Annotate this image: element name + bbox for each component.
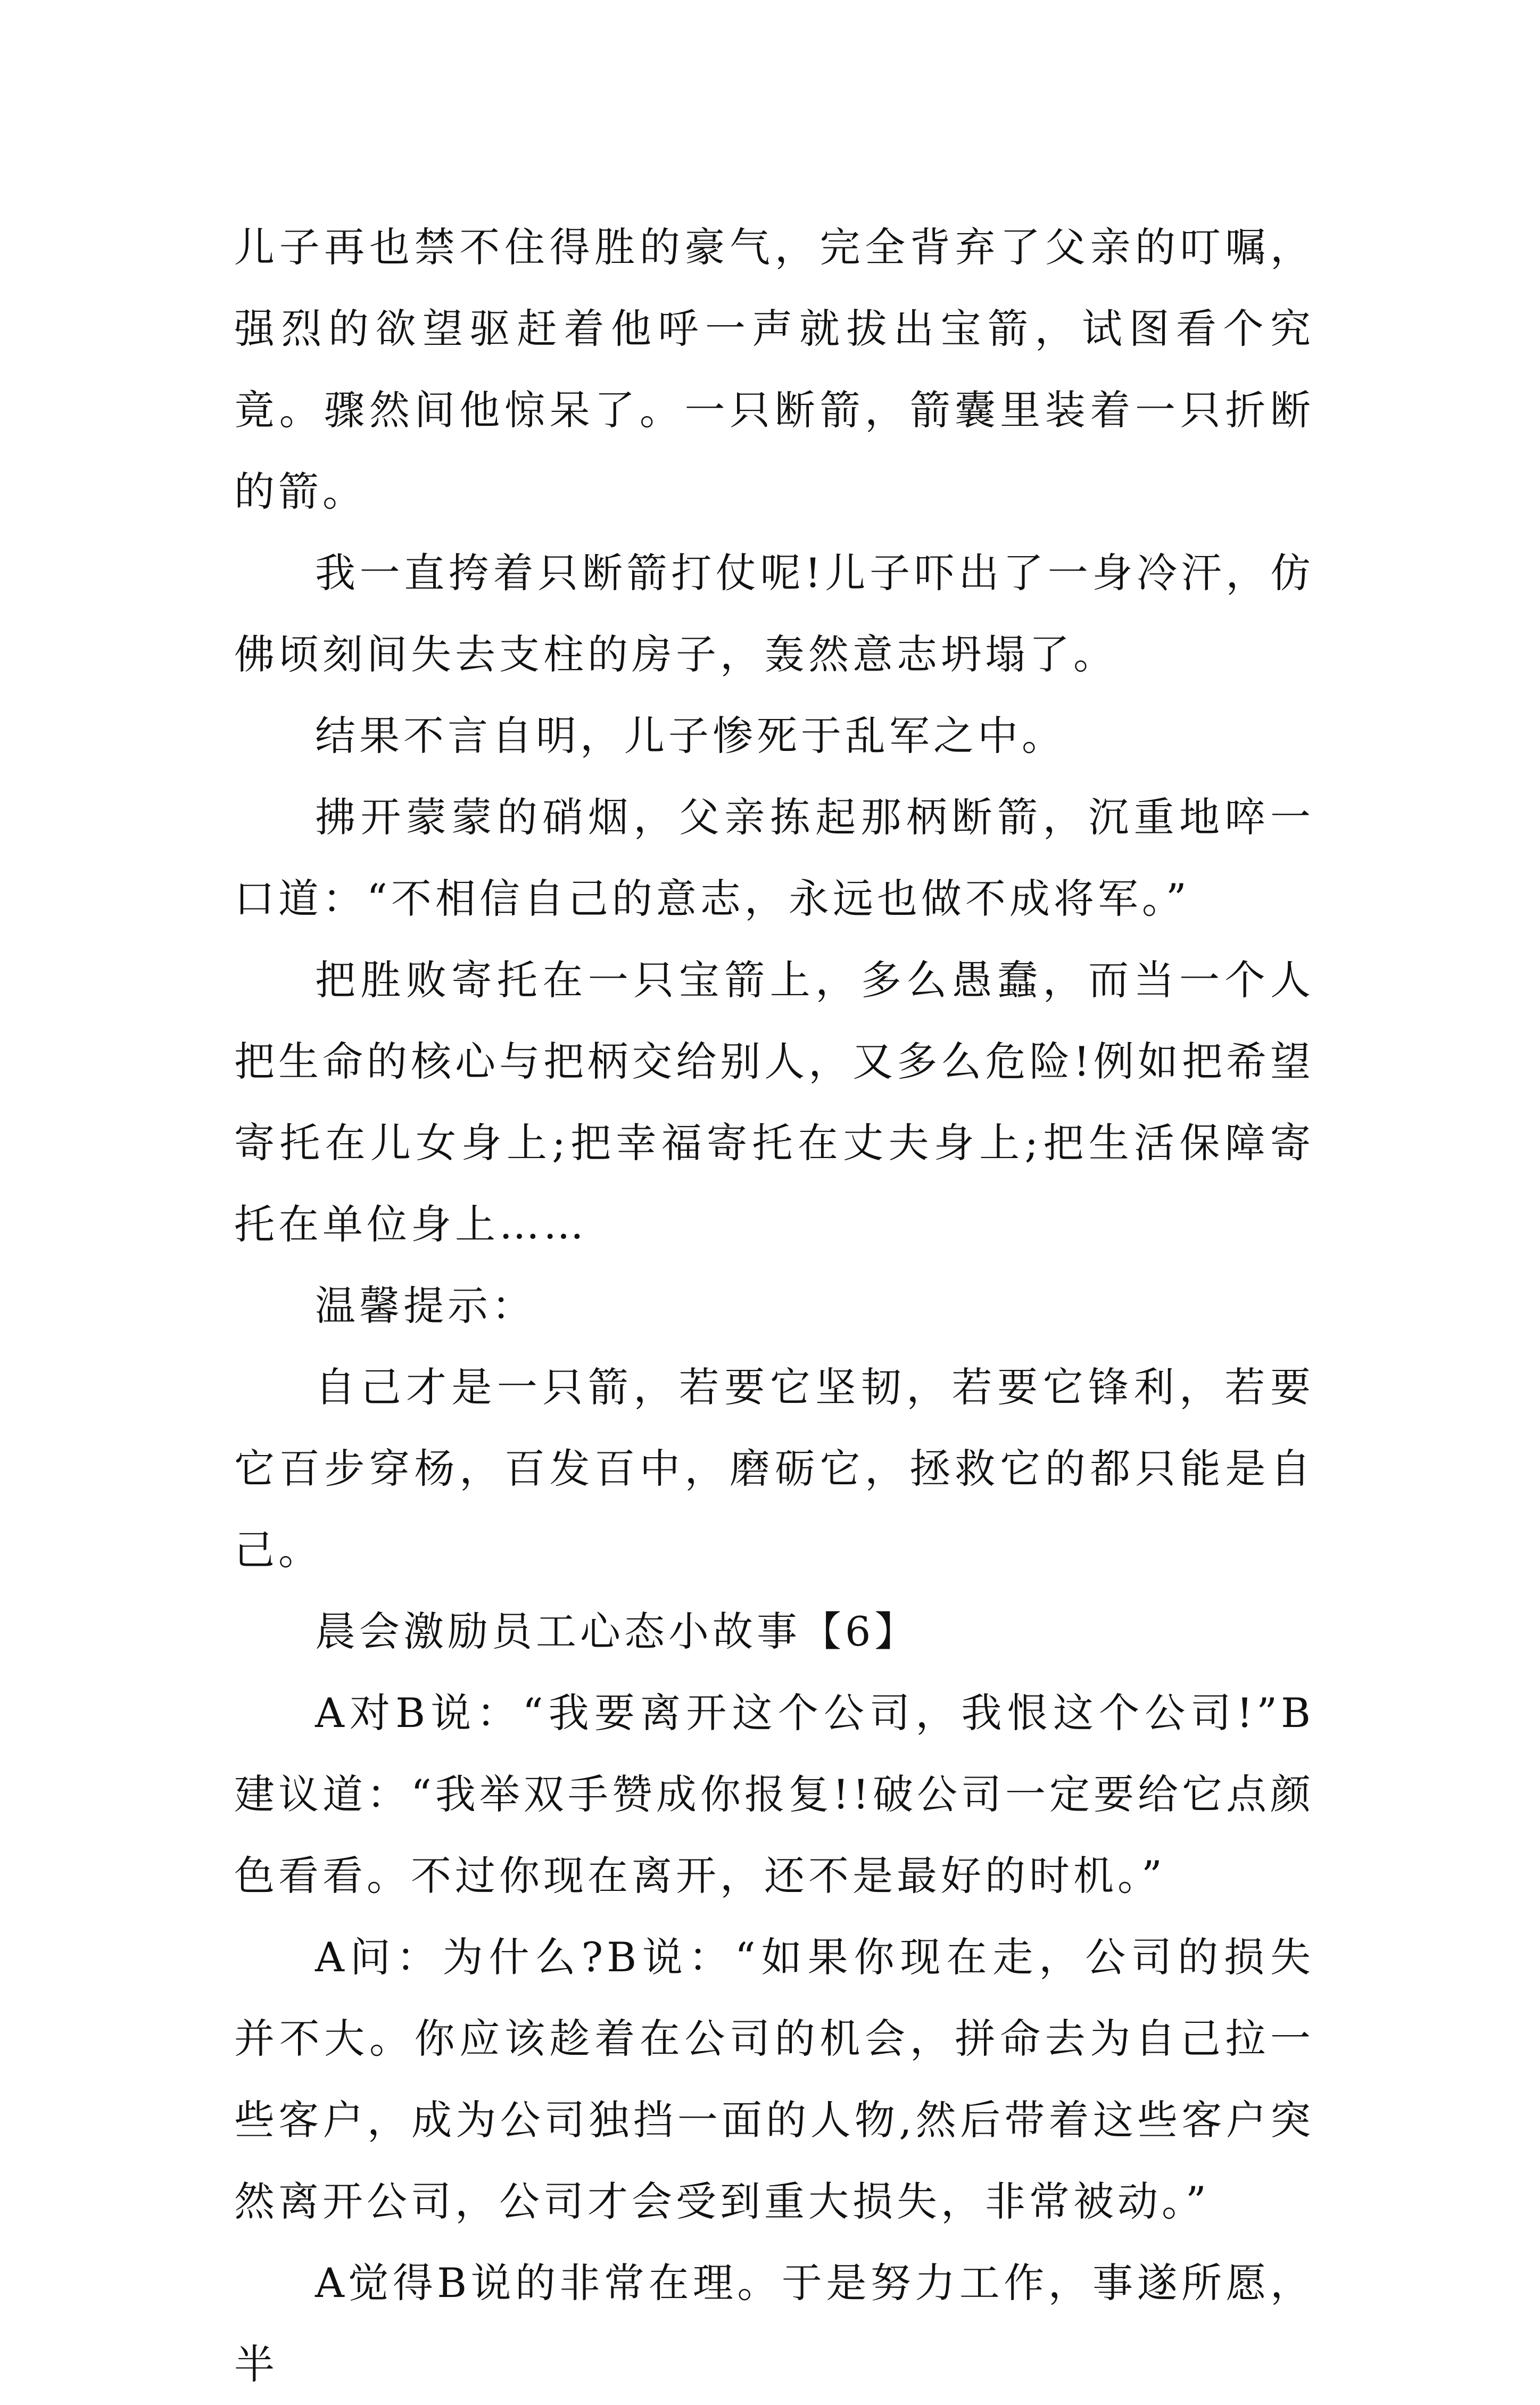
paragraph-3: 结果不言自明，儿子惨死于乱军之中。 [315, 712, 1066, 759]
paragraph-11: A觉得B说的非常在理。于是努力工作，事遂所愿，半 [234, 2259, 1314, 2388]
paragraph-6: 温馨提示： [315, 1282, 536, 1329]
paragraph-10: A问：为什么?B说：“如果你现在走，公司的损失并不大。你应该趁着在公司的机会，拼命去为自己拉一些客户，成为公司独挡一面的人物,然后带着这些客户突然离开公司，公司才会受到重大损失，非常被动。” [234, 1933, 1314, 2225]
section-heading: 晨会激励员工心态小故事【6】 [315, 1608, 919, 1655]
paragraph-9: A对B说：“我要离开这个公司，我恨这个公司!”B建议道：“我举双手赞成你报复!!破公司一定要给它点颜色看看。不过你现在离开，还不是最好的时机。” [234, 1689, 1314, 1899]
paragraph-4: 拂开蒙蒙的硝烟，父亲拣起那柄断箭，沉重地啐一口道：“不相信自己的意志，永远也做不成将军。” [234, 794, 1314, 922]
document-body [234, 206, 1314, 2405]
paragraph-7: 自己才是一只箭，若要它坚韧，若要它锋利，若要它百步穿杨，百发百中，磨砺它，拯救它的都只能是自己。 [234, 1363, 1314, 1574]
paragraph-2: 我一直挎着只断箭打仗呢!儿子吓出了一身冷汗，仿佛顷刻间失去支柱的房子，轰然意志坍塌了。 [234, 549, 1314, 678]
paragraph-5: 把胜败寄托在一只宝箭上，多么愚蠢，而当一个人把生命的核心与把柄交给别人，又多么危险!例如把希望寄托在儿女身上;把幸福寄托在丈夫身上;把生活保障寄托在单位身上…… [234, 956, 1314, 1248]
paragraph-1: 儿子再也禁不住得胜的豪气，完全背弃了父亲的叮嘱，强烈的欲望驱赶着他呼一声就拔出宝箭，试图看个究竟。骤然间他惊呆了。一只断箭，箭囊里装着一只折断的箭。 [234, 224, 1314, 515]
